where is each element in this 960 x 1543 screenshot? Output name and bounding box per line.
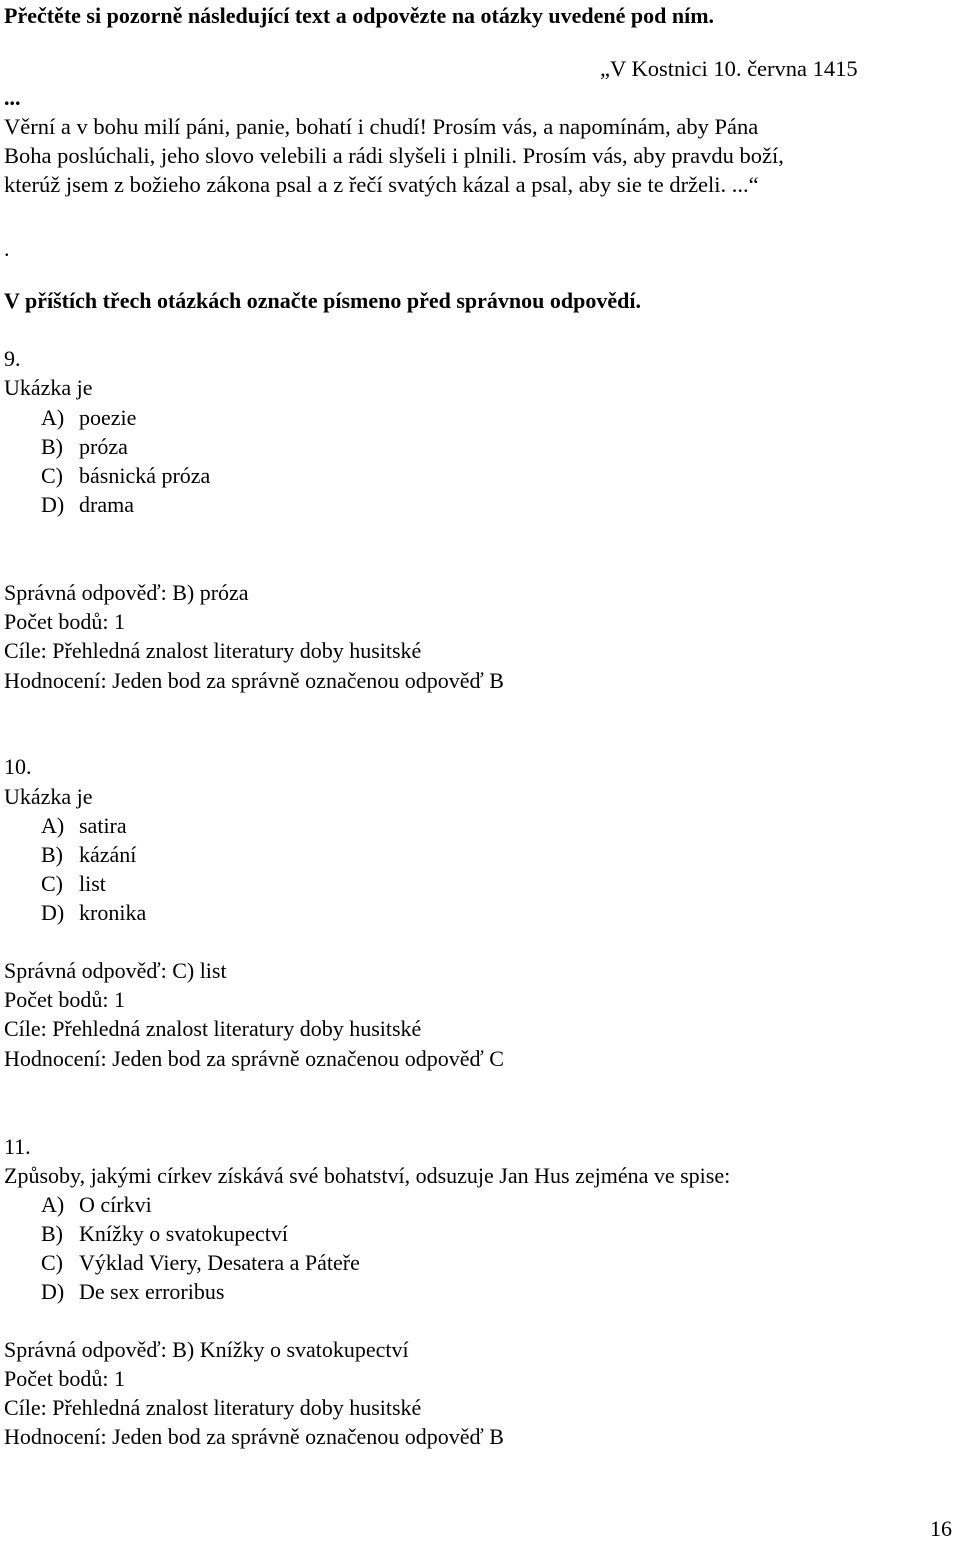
option-a[interactable]: A) satira [41, 813, 127, 838]
question-number: 11. [4, 1134, 31, 1159]
points: Počet bodů: 1 [4, 609, 125, 634]
question-number: 10. [4, 754, 32, 779]
scoring: Hodnocení: Jeden bod za správně označenou odpověď C [4, 1046, 504, 1071]
stray-dot: . [4, 236, 10, 261]
question-prompt: Ukázka je [4, 784, 93, 809]
option-b[interactable]: B) Knížky o svatokupectví [41, 1221, 288, 1246]
passage-ellipsis: ... [4, 85, 21, 110]
goals: Cíle: Přehledná znalost literatury doby husitské [4, 638, 422, 663]
goals: Cíle: Přehledná znalost literatury doby husitské [4, 1395, 422, 1420]
goals: Cíle: Přehledná znalost literatury doby husitské [4, 1016, 422, 1041]
passage-line: Boha poslúchali, jeho slovo velebili a rádi slyšeli i plnili. Prosím vás, aby pravdu boží, [4, 143, 784, 168]
question-prompt: Způsoby, jakými církev získává své bohatství, odsuzuje Jan Hus zejména ve spise: [4, 1163, 731, 1188]
option-d[interactable]: D) drama [41, 492, 134, 517]
question-number: 9. [4, 346, 21, 371]
option-b[interactable]: B) kázání [41, 842, 137, 867]
sub-instruction: V příštích třech otázkách označte písmeno před správnou odpovědí. [4, 288, 641, 313]
option-c[interactable]: C) Výklad Viery, Desatera a Páteře [41, 1250, 360, 1275]
correct-answer: Správná odpověď: B) próza [4, 580, 249, 605]
instruction-heading: Přečtěte si pozorně následující text a odpovězte na otázky uvedené pod ním. [4, 3, 715, 28]
option-c[interactable]: C) básnická próza [41, 463, 211, 488]
option-c[interactable]: C) list [41, 871, 106, 896]
option-d[interactable]: D) kronika [41, 900, 147, 925]
option-d[interactable]: D) De sex erroribus [41, 1279, 225, 1304]
option-b[interactable]: B) próza [41, 434, 128, 459]
correct-answer: Správná odpověď: B) Knížky o svatokupectví [4, 1337, 409, 1362]
passage-line: Věrní a v bohu milí páni, panie, bohatí i chudí! Prosím vás, a napomínám, aby Pána [4, 114, 759, 139]
question-prompt: Ukázka je [4, 375, 93, 400]
passage-line: kterúž jsem z božieho zákona psal a z řečí svatých kázal a psal, aby sie te drželi. ...“ [4, 172, 759, 197]
correct-answer: Správná odpověď: C) list [4, 958, 227, 983]
passage-dateline: „V Kostnici 10. června 1415 [600, 56, 858, 81]
scoring: Hodnocení: Jeden bod za správně označenou odpověď B [4, 668, 504, 693]
points: Počet bodů: 1 [4, 1366, 125, 1391]
points: Počet bodů: 1 [4, 987, 125, 1012]
option-a[interactable]: A) poezie [41, 405, 137, 430]
option-a[interactable]: A) O církvi [41, 1192, 152, 1217]
page-number: 16 [930, 1516, 952, 1541]
scoring: Hodnocení: Jeden bod za správně označenou odpověď B [4, 1424, 504, 1449]
